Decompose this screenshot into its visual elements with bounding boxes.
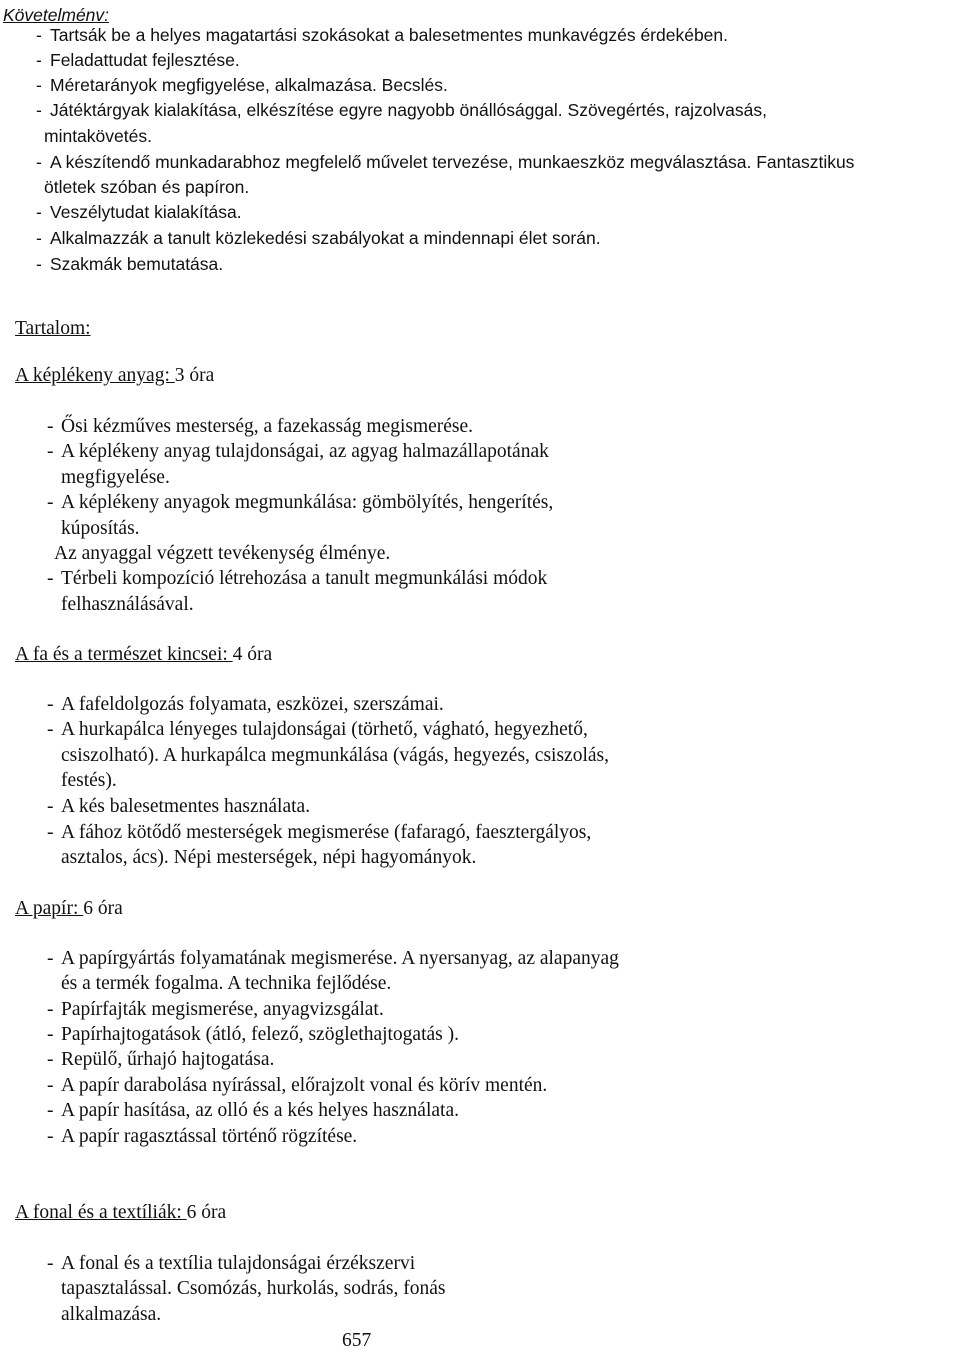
list-item-continuation: alkalmazása.	[61, 1304, 162, 1325]
section-hours: 6 óra	[186, 1202, 227, 1223]
list-item-continuation: és a termék fogalma. A technika fejlődése.	[61, 973, 392, 994]
section-title	[15, 642, 272, 668]
list-item-continuation: Az anyaggal végzett tevékenység élménye.	[54, 543, 391, 564]
list-item-continuation: ötletek szóban és papíron.	[44, 177, 250, 197]
section-title	[15, 1200, 226, 1226]
list-item-continuation: asztalos, ács). Népi mesterségek, népi hagyományok.	[61, 847, 477, 868]
list-item-continuation: tapasztalással. Csomózás, hurkolás, sodrás, fonás	[61, 1278, 446, 1299]
list-item-continuation: festés).	[61, 770, 117, 791]
section-title	[15, 896, 123, 922]
requirements-heading: Követelménv:	[3, 5, 110, 25]
section-title-label: A fa és a természet kincsei:	[15, 644, 233, 665]
section-hours: 3 óra	[174, 365, 215, 386]
section-hours: 4 óra	[232, 644, 273, 665]
section-title	[15, 363, 214, 389]
list-item-continuation: csiszolható). A hurkapálca megmunkálása (vágás, hegyezés, csiszolás,	[61, 745, 609, 766]
list-item-continuation: mintakövetés.	[44, 126, 152, 146]
list-item-continuation: megfigyelése.	[61, 467, 170, 488]
section-title-label: A fonal és a textíliák:	[15, 1202, 187, 1223]
content-heading: Tartalom:	[15, 318, 91, 339]
section-title-label: A képlékeny anyag:	[15, 365, 175, 386]
page-number: 657	[342, 1330, 372, 1351]
section-title-label: A papír:	[15, 898, 84, 919]
list-item-continuation: felhasználásával.	[61, 594, 194, 615]
list-item-continuation: kúposítás.	[61, 518, 140, 539]
section-hours: 6 óra	[83, 898, 123, 919]
